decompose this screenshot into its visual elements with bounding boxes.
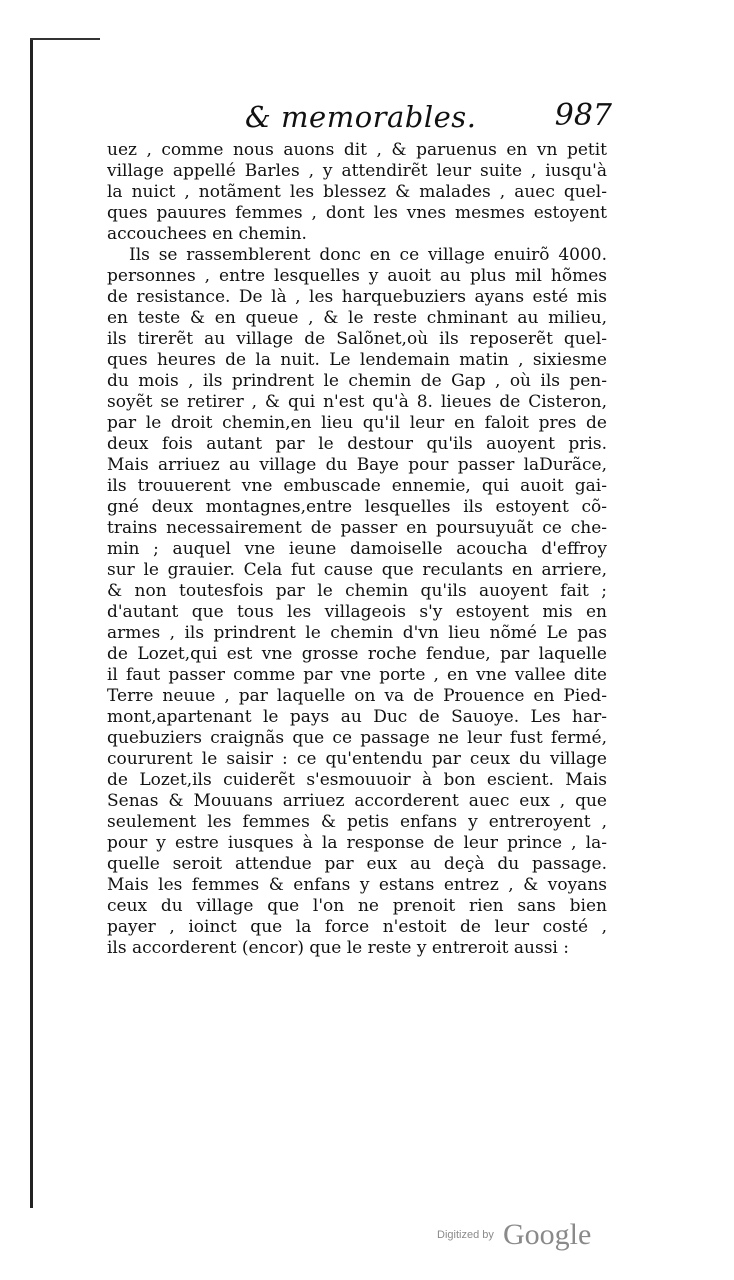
text-line: pour y estre iusques à la response de leur prince , la- [107,833,607,853]
text-line: quelle seroit attendue par eux au deçà du passage. [107,854,607,874]
text-line: Mais arriuez au village du Baye pour passer laDurãce, [107,455,607,475]
text-line: par le droit chemin,en lieu qu'il leur en faloit pres de [107,413,607,433]
page-edge-tick [30,38,100,40]
text-line: ils accorderent (encor) que le reste y entreroit aussi : [107,938,569,958]
text-line: ils trouuerent vne embuscade ennemie, qui auoit gai- [107,476,607,496]
text-line: Ils se rassemblerent donc en ce village enuirõ 4000. [129,245,607,265]
text-line: gné deux montagnes,entre lesquelles ils estoyent cõ- [107,497,607,517]
text-line: la nuict , notãment les blessez & malades , auec quel- [107,182,607,202]
text-line: personnes , entre lesquelles y auoit au plus mil hõmes [107,266,607,286]
text-line: & non toutesfois par le chemin qu'ils auoyent fait ; [107,581,607,601]
text-line: seulement les femmes & petis enfans y entreroyent , [107,812,607,832]
text-line: de resistance. De là , les harquebuziers ayans esté mis [107,287,607,307]
text-line: en teste & en queue , & le reste chminant au milieu, [107,308,607,328]
running-head [105,98,610,138]
text-line: Senas & Mouuans arriuez accorderent auec eux , que [107,791,607,811]
text-line: coururent le saisir : ce qu'entendu par ceux du village [107,749,607,769]
text-line: quebuziers craignãs que ce passage ne leur fust fermé, [107,728,607,748]
text-line: sur le grauier. Cela fut cause que reculants en arriere, [107,560,607,580]
page-edge-rule [30,38,33,1208]
page-number: 987 [554,98,612,133]
text-line: uez , comme nous auons dit , & paruenus en vn petit [107,140,607,160]
text-line: min ; auquel vne ieune damoiselle acoucha d'effroy [107,539,607,559]
text-line: armes , ils prindrent le chemin d'vn lieu nõmé Le pas [107,623,607,643]
text-line: deux fois autant par le destour qu'ils auoyent pris. [107,434,607,454]
text-line: ques heures de la nuit. Le lendemain matin , sixiesme [107,350,607,370]
text-line: payer , ioinct que la force n'estoit de leur costé , [107,917,607,937]
text-line: d'autant que tous les villageois s'y estoyent mis en [107,602,607,622]
google-logo: Google [502,1218,592,1251]
running-title: & memorables. [245,100,477,134]
text-line: soyẽt se retirer , & qui n'est qu'à 8. lieues de Cisteron, [107,392,607,412]
text-line: il faut passer comme par vne porte , en vne vallee dite [107,665,607,685]
text-line: mont,apartenant le pays au Duc de Sauoye. Les har- [107,707,607,727]
text-line: de Lozet,ils cuiderẽt s'esmouuoir à bon escient. Mais [107,770,607,790]
text-line: ils tirerẽt au village de Salõnet,où ils reposerẽt quel- [107,329,607,349]
text-line: trains necessairement de passer en poursuyuãt ce che- [107,518,607,538]
body-text [107,140,607,959]
text-line: village appellé Barles , y attendirẽt leur suite , iusqu'à [107,161,607,181]
text-line: Mais les femmes & enfans y estans entrez , & voyans [107,875,607,895]
text-line: accouchees en chemin. [107,224,307,244]
text-line: de Lozet,qui est vne grosse roche fendue, par laquelle [107,644,607,664]
text-line: du mois , ils prindrent le chemin de Gap , où ils pen- [107,371,607,391]
text-line: Terre neuue , par laquelle on va de Prouence en Pied- [107,686,607,706]
watermark-prefix: Digitized by [437,1229,494,1241]
digitized-watermark [437,1218,591,1258]
text-line: ceux du village que l'on ne prenoit rien sans bien [107,896,607,916]
text-line: ques pauures femmes , dont les vnes mesmes estoyent [107,203,607,223]
